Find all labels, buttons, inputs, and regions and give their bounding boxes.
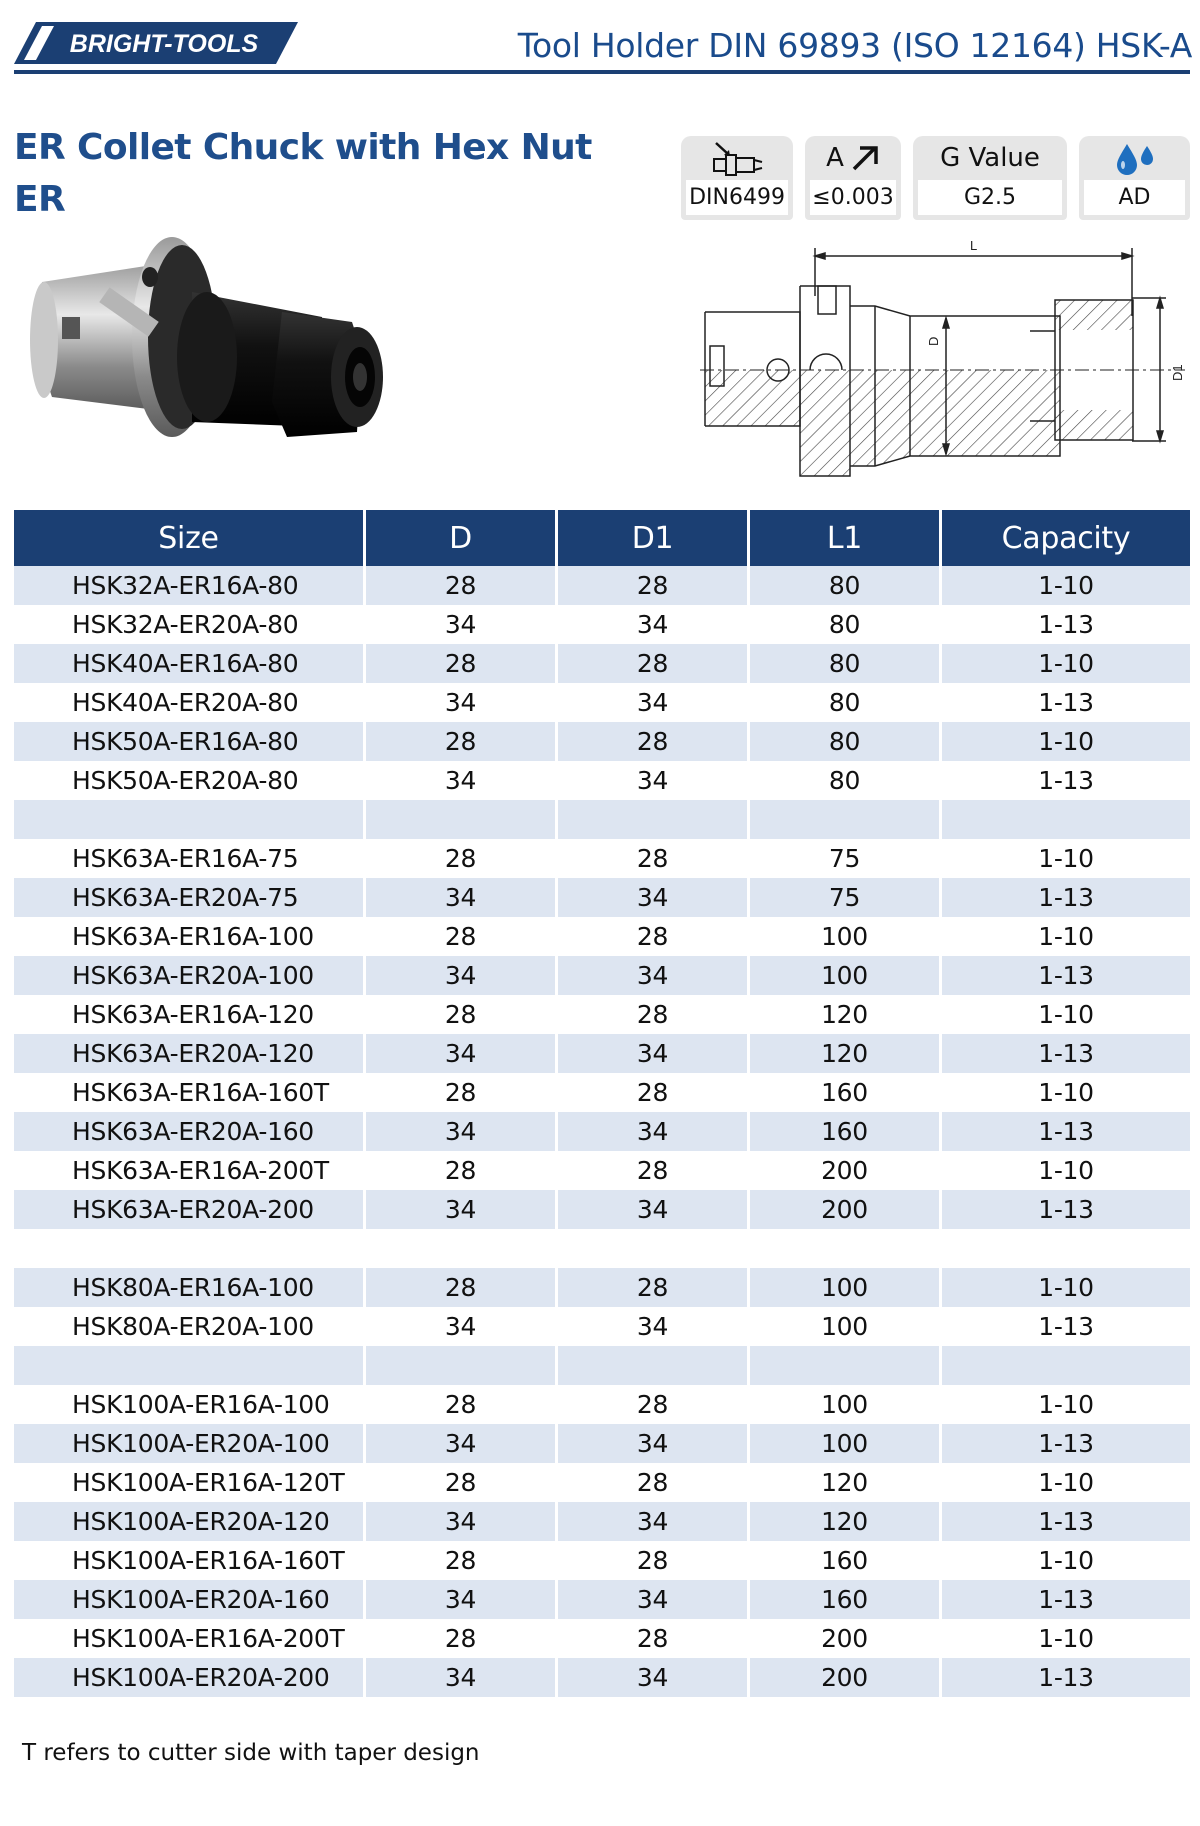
cell-size: HSK100A-ER20A-160 (14, 1580, 366, 1619)
cell-capacity: 1-10 (1038, 571, 1094, 600)
table-row (14, 1424, 1190, 1463)
cell-size (14, 1229, 366, 1268)
table-row (14, 995, 1190, 1034)
cell-d: 28 (366, 839, 558, 878)
runout-label: A (826, 143, 844, 173)
cell-size: HSK63A-ER16A-120 (14, 995, 366, 1034)
cell-d: 28 (366, 1268, 558, 1307)
cell-l1: 100 (750, 1385, 942, 1424)
cell-d1: 28 (558, 917, 750, 956)
cell-d: 34 (366, 1658, 558, 1697)
cell-l1: 160 (750, 1541, 942, 1580)
coolant-drops-icon (1113, 140, 1157, 176)
cell-size: HSK40A-ER16A-80 (14, 644, 366, 683)
cell-capacity: 1-13 (1038, 1663, 1094, 1692)
cell-size: HSK63A-ER16A-200T (14, 1151, 366, 1190)
cell-l1: 80 (750, 644, 942, 683)
cell-capacity: 1-10 (1038, 1624, 1094, 1653)
balance-label: G Value (940, 143, 1040, 173)
cell-size: HSK100A-ER20A-200 (14, 1658, 366, 1697)
table-row (14, 1190, 1190, 1229)
header-divider (14, 70, 1190, 74)
cell-d1: 28 (558, 839, 750, 878)
footnote: T refers to cutter side with taper design (22, 1740, 480, 1766)
cell-d: 34 (366, 1112, 558, 1151)
table-row (14, 1268, 1190, 1307)
cell-size: HSK80A-ER16A-100 (14, 1268, 366, 1307)
cell-d1: 34 (558, 683, 750, 722)
cell-capacity: 1-10 (1038, 844, 1094, 873)
cell-l1: 120 (750, 995, 942, 1034)
cell-d: 34 (366, 1424, 558, 1463)
brand-logo (14, 22, 298, 64)
cell-d1: 34 (558, 1424, 750, 1463)
cell-capacity: 1-13 (1038, 610, 1094, 639)
cell-d1: 34 (558, 761, 750, 800)
cell-size: HSK63A-ER20A-75 (14, 878, 366, 917)
table-row (14, 1307, 1190, 1346)
cell-capacity (942, 1229, 1190, 1268)
table-row (14, 917, 1190, 956)
table-row (14, 1502, 1190, 1541)
cell-capacity: 1-13 (1038, 1312, 1094, 1341)
cell-d1: 28 (558, 1151, 750, 1190)
cell-d: 34 (366, 956, 558, 995)
cell-d: 34 (366, 1502, 558, 1541)
cell-l1: 100 (750, 956, 942, 995)
table-row (14, 761, 1190, 800)
table-row (14, 1346, 1190, 1385)
cell-d: 34 (366, 605, 558, 644)
cell-d1: 34 (558, 1307, 750, 1346)
cell-size: HSK50A-ER20A-80 (14, 761, 366, 800)
cell-d: 34 (366, 878, 558, 917)
table-header (14, 510, 1190, 566)
cell-d1: 34 (558, 1502, 750, 1541)
table-row (14, 722, 1190, 761)
cell-capacity: 1-13 (1038, 766, 1094, 795)
cell-capacity: 1-10 (1038, 922, 1094, 951)
cell-capacity: 1-10 (1038, 727, 1094, 756)
cell-capacity: 1-13 (1038, 1195, 1094, 1224)
table-body (14, 566, 1190, 1697)
dim-label-D: D (926, 336, 941, 346)
cell-d: 28 (366, 1073, 558, 1112)
cell-d1: 28 (558, 1268, 750, 1307)
cell-capacity: 1-13 (1038, 1507, 1094, 1536)
cell-d1: 34 (558, 1580, 750, 1619)
badge-din-value: DIN6499 (686, 180, 788, 215)
cell-l1: 100 (750, 1307, 942, 1346)
cell-l1: 100 (750, 1268, 942, 1307)
cell-size: HSK63A-ER16A-75 (14, 839, 366, 878)
cell-l1 (750, 800, 942, 839)
cell-l1: 80 (750, 683, 942, 722)
table-row (14, 1073, 1190, 1112)
cell-l1: 120 (750, 1502, 942, 1541)
cell-l1: 120 (750, 1463, 942, 1502)
cell-d: 34 (366, 1034, 558, 1073)
cell-d: 28 (366, 995, 558, 1034)
cell-size: HSK63A-ER20A-100 (14, 956, 366, 995)
cell-l1: 80 (750, 605, 942, 644)
cell-d1: 34 (558, 956, 750, 995)
product-title-line1: ER Collet Chuck with Hex Nut (14, 127, 592, 168)
cell-d: 34 (366, 1190, 558, 1229)
table-row (14, 605, 1190, 644)
cell-d: 28 (366, 917, 558, 956)
cell-capacity (942, 800, 1190, 839)
cell-size: HSK80A-ER20A-100 (14, 1307, 366, 1346)
cell-capacity: 1-13 (1038, 1039, 1094, 1068)
cell-d1: 34 (558, 605, 750, 644)
cell-d: 34 (366, 1580, 558, 1619)
cell-capacity: 1-13 (1038, 961, 1094, 990)
cell-size: HSK63A-ER20A-120 (14, 1034, 366, 1073)
cell-d1 (558, 800, 750, 839)
cell-capacity: 1-10 (1038, 1000, 1094, 1029)
cell-size: HSK100A-ER20A-100 (14, 1424, 366, 1463)
technical-drawing (700, 236, 1190, 496)
table-row (14, 1229, 1190, 1268)
cell-capacity: 1-10 (1038, 1546, 1094, 1575)
cell-l1: 100 (750, 1424, 942, 1463)
table-row (14, 800, 1190, 839)
cell-capacity: 1-13 (1038, 1117, 1094, 1146)
cell-l1: 80 (750, 761, 942, 800)
badge-din-standard (681, 136, 793, 220)
cell-d: 34 (366, 761, 558, 800)
cell-capacity: 1-10 (1038, 1390, 1094, 1419)
table-row (14, 683, 1190, 722)
cell-d: 28 (366, 1541, 558, 1580)
cell-d1: 28 (558, 1541, 750, 1580)
cell-l1 (750, 1346, 942, 1385)
table-row (14, 644, 1190, 683)
table-row (14, 1580, 1190, 1619)
cell-capacity: 1-10 (1038, 1078, 1094, 1107)
cell-l1: 120 (750, 1034, 942, 1073)
cell-size: HSK100A-ER16A-120T (14, 1463, 366, 1502)
brand-name: BRIGHT-TOOLS (69, 30, 259, 58)
cell-d1: 28 (558, 995, 750, 1034)
cell-d1: 34 (558, 1112, 750, 1151)
runout-icon (850, 144, 880, 172)
col-header-capacity: Capacity (1001, 520, 1131, 556)
cell-d: 28 (366, 1151, 558, 1190)
badge-coolant (1079, 136, 1190, 220)
cell-size (14, 1346, 366, 1385)
cell-d1: 28 (558, 1385, 750, 1424)
cell-size: HSK100A-ER16A-160T (14, 1541, 366, 1580)
table-row (14, 1619, 1190, 1658)
table-row (14, 1658, 1190, 1697)
cell-size: HSK63A-ER16A-160T (14, 1073, 366, 1112)
spec-table (14, 510, 1190, 1697)
cell-size: HSK63A-ER20A-200 (14, 1190, 366, 1229)
cell-d: 34 (366, 683, 558, 722)
cell-capacity: 1-13 (1038, 883, 1094, 912)
badge-runout (805, 136, 901, 220)
col-header-l1: L1 (750, 510, 942, 566)
cell-d1: 34 (558, 1658, 750, 1697)
cell-d1: 28 (558, 722, 750, 761)
product-photo (22, 222, 442, 492)
cell-d1: 34 (558, 1034, 750, 1073)
cell-l1 (750, 1229, 942, 1268)
cell-d: 28 (366, 1619, 558, 1658)
cell-d: 28 (366, 644, 558, 683)
cell-d: 28 (366, 1385, 558, 1424)
cell-capacity: 1-10 (1038, 1156, 1094, 1185)
table-row (14, 878, 1190, 917)
cell-d: 28 (366, 1463, 558, 1502)
cell-capacity: 1-10 (1038, 1468, 1094, 1497)
table-row (14, 956, 1190, 995)
cell-l1: 80 (750, 722, 942, 761)
badge-runout-value: ≤0.003 (810, 180, 896, 215)
cell-l1: 80 (750, 566, 942, 605)
cell-d1: 28 (558, 1619, 750, 1658)
cell-l1: 160 (750, 1073, 942, 1112)
cell-d (366, 1346, 558, 1385)
cell-l1: 200 (750, 1619, 942, 1658)
cell-size: HSK32A-ER16A-80 (14, 566, 366, 605)
cell-d1: 28 (558, 1073, 750, 1112)
cell-d: 28 (366, 722, 558, 761)
cell-l1: 75 (750, 878, 942, 917)
cell-l1: 200 (750, 1151, 942, 1190)
cell-d1 (558, 1346, 750, 1385)
badge-coolant-value: AD (1084, 180, 1185, 215)
cell-d (366, 800, 558, 839)
cell-capacity: 1-13 (1038, 1429, 1094, 1458)
cell-size: HSK63A-ER16A-100 (14, 917, 366, 956)
badge-balance-value: G2.5 (918, 180, 1062, 215)
cell-d1: 28 (558, 1463, 750, 1502)
cell-size: HSK32A-ER20A-80 (14, 605, 366, 644)
cell-l1: 75 (750, 839, 942, 878)
cell-d: 34 (366, 1307, 558, 1346)
cell-d1: 28 (558, 644, 750, 683)
coolant-through-icon (710, 140, 764, 176)
cell-capacity: 1-13 (1038, 1585, 1094, 1614)
cell-d (366, 1229, 558, 1268)
cell-size: HSK63A-ER20A-160 (14, 1112, 366, 1151)
cell-d1: 28 (558, 566, 750, 605)
dim-label-L: L (970, 238, 978, 253)
table-row (14, 1112, 1190, 1151)
cell-l1: 160 (750, 1580, 942, 1619)
cell-l1: 200 (750, 1658, 942, 1697)
cell-capacity: 1-10 (1038, 1273, 1094, 1302)
table-row (14, 1034, 1190, 1073)
col-header-d: D (366, 510, 558, 566)
cell-size: HSK100A-ER20A-120 (14, 1502, 366, 1541)
table-row (14, 1385, 1190, 1424)
cell-size: HSK100A-ER16A-200T (14, 1619, 366, 1658)
badge-balance (913, 136, 1067, 220)
cell-size (14, 800, 366, 839)
cell-capacity: 1-13 (1038, 688, 1094, 717)
dim-label-D1: D1 (1170, 364, 1185, 381)
product-title-line2: ER (14, 179, 66, 220)
cell-capacity (942, 1346, 1190, 1385)
cell-d1 (558, 1229, 750, 1268)
col-header-d1: D1 (558, 510, 750, 566)
table-row (14, 1541, 1190, 1580)
cell-l1: 100 (750, 917, 942, 956)
table-row (14, 566, 1190, 605)
table-row (14, 1463, 1190, 1502)
cell-size: HSK50A-ER16A-80 (14, 722, 366, 761)
cell-capacity: 1-10 (1038, 649, 1094, 678)
cell-l1: 160 (750, 1112, 942, 1151)
table-row (14, 1151, 1190, 1190)
col-header-size: Size (14, 510, 366, 566)
cell-d1: 34 (558, 1190, 750, 1229)
cell-l1: 200 (750, 1190, 942, 1229)
table-row (14, 839, 1190, 878)
cell-size: HSK40A-ER20A-80 (14, 683, 366, 722)
cell-d: 28 (366, 566, 558, 605)
cell-d1: 34 (558, 878, 750, 917)
product-title (14, 122, 592, 226)
cell-size: HSK100A-ER16A-100 (14, 1385, 366, 1424)
page-header-title: Tool Holder DIN 69893 (ISO 12164) HSK-A (517, 26, 1192, 65)
